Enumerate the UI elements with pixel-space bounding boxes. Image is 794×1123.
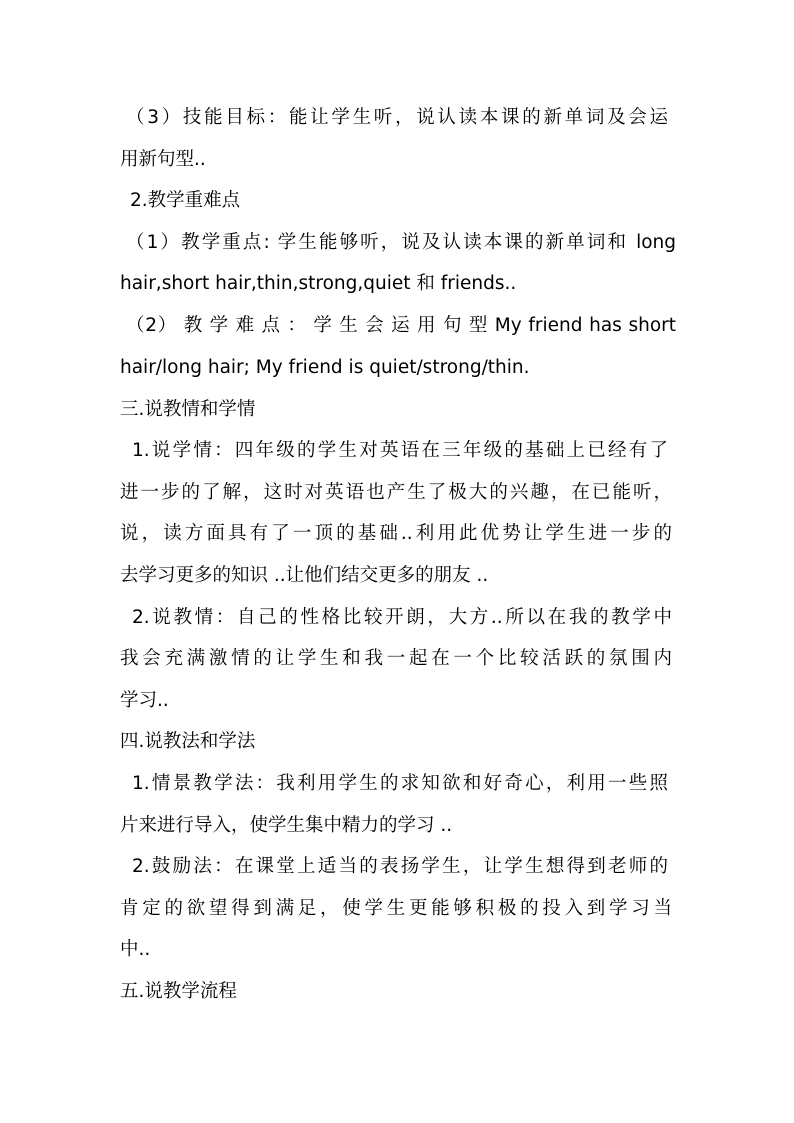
paragraph-line-skill-goal-cont: 用新句型..: [120, 149, 206, 170]
paragraph-line-difficult-point: （2） 教 学 难 点 ： 学 生 会 运 用 句 型 My friend has short: [126, 315, 676, 336]
paragraph-line-key-point-cont: hair,short hair,thin,strong,quiet 和 friends..: [120, 273, 517, 294]
paragraph-line-learners-4: 去学习更多的知识 ..让他们结交更多的朋友 ..: [120, 565, 489, 586]
paragraph-line-learners-2: 进一步的了解，这时对英语也产生了极大的兴趣，在已能听，: [120, 482, 672, 503]
paragraph-line-skill-goal: （3）技能目标：能让学生听，说认读本课的新单词及会运: [126, 107, 668, 128]
paragraph-line-learners-3: 说，读方面具有了一顶的基础..利用此优势让学生进一步的: [120, 523, 672, 544]
paragraph-line-difficult-point-cont: hair/long hair; My friend is quiet/strong/thin.: [120, 357, 530, 378]
section-heading-four: 四.说教法和学法: [120, 731, 256, 752]
paragraph-line-key-point: （1）教学重点: 学生能够听，说及认读本课的新单词和 long: [126, 232, 676, 253]
paragraph-line-encourage-2: 肯定的欲望得到满足，使学生更能够积极的投入到学习当: [120, 898, 672, 919]
paragraph-line-teacher-1: 2.说教情：自己的性格比较开朗，大方..所以在我的教学中: [132, 607, 672, 628]
paragraph-line-teacher-2: 我会充满激情的让学生和我一起在一个比较活跃的氛围内: [120, 648, 672, 669]
section-heading-key-difficult-points: 2.教学重难点: [130, 190, 241, 211]
paragraph-line-situational-2: 片来进行导入，使学生集中精力的学习 ..: [120, 815, 453, 836]
paragraph-line-learners-1: 1.说学情：四年级的学生对英语在三年级的基础上已经有了: [132, 440, 668, 461]
paragraph-line-encourage-1: 2.鼓励法：在课堂上适当的表扬学生，让学生想得到老师的: [132, 856, 668, 877]
paragraph-line-teacher-3: 学习..: [120, 690, 169, 711]
paragraph-line-situational-1: 1.情景教学法：我利用学生的求知欲和好奇心，利用一些照: [132, 773, 668, 794]
section-heading-three: 三.说教情和学情: [120, 399, 256, 420]
section-heading-five: 五.说教学流程: [120, 981, 237, 1002]
paragraph-line-encourage-3: 中..: [120, 939, 151, 960]
